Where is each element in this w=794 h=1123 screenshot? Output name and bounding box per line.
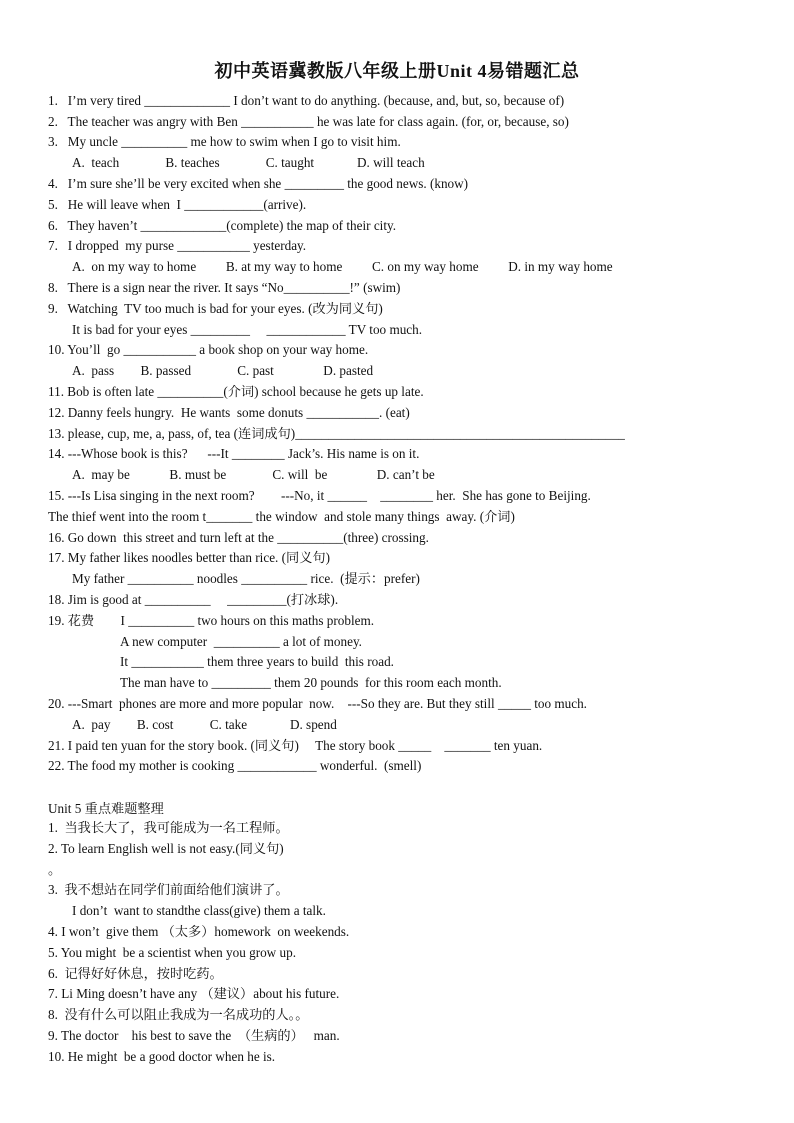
unit5-item-8: 8. 没有什么可以阻止我成为一名成功的人。。 xyxy=(48,1007,309,1022)
unit5-item-3: 3. 我不想站在同学们前面给他们演讲了。 xyxy=(48,882,289,897)
unit5-item-7: 7. Li Ming doesn’t have any （建议）about his future. xyxy=(48,986,340,1001)
question-17-rewrite: My father __________ noodles __________ rice. (提示：prefer) xyxy=(72,571,420,586)
question-16: 16. Go down this street and turn left at the __________(three) crossing. xyxy=(48,530,429,545)
question-6: 6. They haven’t _____________(complete) the map of their city. xyxy=(48,218,397,233)
question-7: 7. I dropped my purse ___________ yesterday. xyxy=(48,238,307,253)
question-15-extra: The thief went into the room t_______ the window and stole many things away. (介词) xyxy=(48,509,515,524)
question-18: 18. Jim is good at __________ _________(打冰球). xyxy=(48,592,339,607)
question-10: 10. You’ll go ___________ a book shop on your way home. xyxy=(48,342,369,357)
question-20: 20. ---Smart phones are more and more popular now. ---So they are. But they still _____ too much. xyxy=(48,696,587,711)
unit5-item-2: 2. To learn English well is not easy.(同义句) xyxy=(48,841,284,856)
question-19-b: A new computer __________ a lot of money. xyxy=(120,634,362,649)
question-10-options: A. pass B. passed C. past D. pasted xyxy=(72,363,374,378)
unit5-item-5: 5. You might be a scientist when you grow up. xyxy=(48,945,296,960)
unit5-item-9: 9. The doctor his best to save the （生病的） man. xyxy=(48,1028,340,1043)
question-17: 17. My father likes noodles better than rice. (同义句) xyxy=(48,550,330,565)
question-21: 21. I paid ten yuan for the story book. (同义句) The story book _____ _______ ten yuan. xyxy=(48,738,543,753)
question-19-d: The man have to _________ them 20 pounds for this room each month. xyxy=(120,675,502,690)
unit5-item-2-blank: 。 xyxy=(48,862,62,877)
question-12: 12. Danny feels hungry. He wants some donuts ___________. (eat) xyxy=(48,405,410,420)
question-19: 19. 花费 I __________ two hours on this maths problem. xyxy=(48,613,375,628)
question-2: 2. The teacher was angry with Ben ___________ he was late for class again. (for, or, because, so) xyxy=(48,114,569,129)
question-15: 15. ---Is Lisa singing in the next room? ---No, it ______ ________ her. She has gone to Beijing. xyxy=(48,488,591,503)
unit5-heading: Unit 5 重点难题整理 xyxy=(48,801,164,816)
unit5-item-6: 6. 记得好好休息，按时吃药。 xyxy=(48,966,223,981)
question-19-c: It ___________ them three years to build this road. xyxy=(120,654,394,669)
question-3: 3. My uncle __________ me how to swim when I go to visit him. xyxy=(48,134,401,149)
unit5-item-4: 4. I won’t give them （太多）homework on weekends. xyxy=(48,924,350,939)
question-9-rewrite: It is bad for your eyes _________ ____________ TV too much. xyxy=(72,322,423,337)
question-4: 4. I’m sure she’ll be very excited when she _________ the good news. (know) xyxy=(48,176,469,191)
question-20-options: A. pay B. cost C. take D. spend xyxy=(72,717,337,732)
question-8: 8. There is a sign near the river. It says “No__________!” (swim) xyxy=(48,280,401,295)
unit5-item-10: 10. He might be a good doctor when he is. xyxy=(48,1049,276,1064)
question-13: 13. please, cup, me, a, pass, of, tea (连词成句)__________________________________________________ xyxy=(48,426,625,441)
question-14: 14. ---Whose book is this? ---It ________ Jack’s. His name is on it. xyxy=(48,446,420,461)
question-9: 9. Watching TV too much is bad for your eyes. (改为同义句) xyxy=(48,301,383,316)
page-title: 初中英语冀教版八年级上册Unit 4易错题汇总 xyxy=(214,61,580,81)
question-5: 5. He will leave when I ____________(arrive). xyxy=(48,197,307,212)
question-7-options: A. on my way to home B. at my way to home C. on my way home D. in my way home xyxy=(72,259,613,274)
question-11: 11. Bob is often late __________(介词) school because he gets up late. xyxy=(48,384,424,399)
unit5-item-3-english: I don’t want to standthe class(give) them a talk. xyxy=(72,903,326,918)
question-22: 22. The food my mother is cooking ____________ wonderful. (smell) xyxy=(48,758,422,773)
question-14-options: A. may be B. must be C. will be D. can’t be xyxy=(72,467,435,482)
question-1: 1. I’m very tired _____________ I don’t want to do anything. (because, and, but, so, because of) xyxy=(48,93,565,108)
unit5-item-1: 1. 当我长大了，我可能成为一名工程师。 xyxy=(48,820,289,835)
question-3-options: A. teach B. teaches C. taught D. will teach xyxy=(72,155,425,170)
